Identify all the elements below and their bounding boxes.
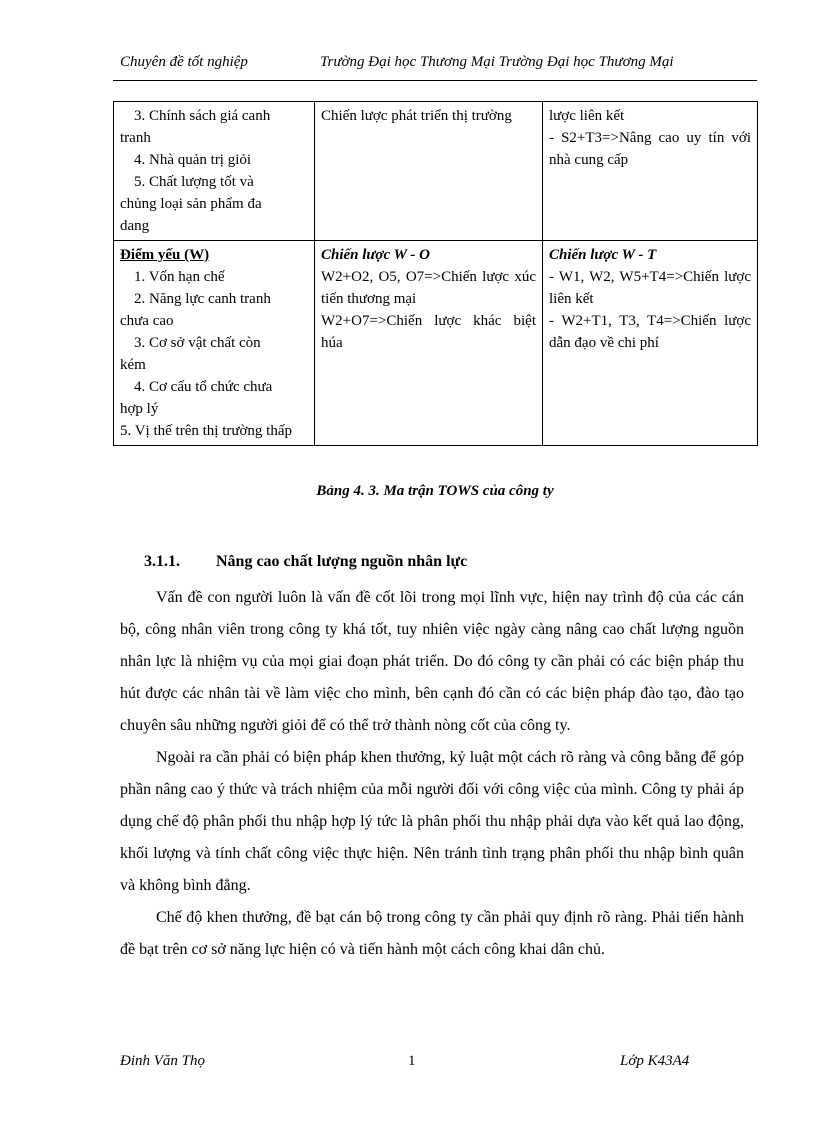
wo-strategy-cell <box>315 241 543 446</box>
weakness-item: 2. Năng lực canh tranh <box>134 291 271 307</box>
weakness-item: 1. Vốn hạn chế <box>134 269 225 285</box>
strength-item: 4. Nhà quản trị giỏi <box>134 152 252 168</box>
strengths-cell <box>114 102 315 241</box>
weakness-item-cont: chưa cao <box>120 313 174 329</box>
table-row <box>114 241 758 446</box>
tows-matrix-table <box>113 101 758 446</box>
header-right: Trường Đại học Thương Mại Trường Đại học Thương Mại <box>320 54 674 70</box>
st-strategy-text: - S2+T3=>Nâng cao uy tín với nhà cung cấp <box>549 130 751 168</box>
strength-item-cont: chủng loại sản phẩm đa <box>120 196 262 212</box>
so-strategy-text: Chiến lược phát triển thị trường <box>321 108 512 124</box>
weakness-item-cont: hợp lý <box>120 401 159 417</box>
wt-strategy-cell <box>543 241 758 446</box>
table-row <box>114 102 758 241</box>
st-strategy-cell <box>543 102 758 241</box>
paragraph: Ngoài ra cần phải có biện pháp khen thưởng, kỷ luật một cách rõ ràng và công bằng để góp phần nâng cao ý thức và trách nhiệm của mỗi người đối với công việc của mình. Công ty phải áp dụng chế độ phân phối thu nhập hợp lý tức là phân phối thu nhập phải dựa vào kết quả lao động, khối lượng và tính chất công việc thực hiện. Nên tránh tình trạng phân phối thu nhập bình quân và không bình đẳng. <box>120 749 744 894</box>
body-text <box>120 582 744 966</box>
weaknesses-heading: Điểm yếu (W) <box>120 247 210 263</box>
weakness-item: 3. Cơ sở vật chất còn <box>134 335 261 351</box>
paragraph: Vấn đề con người luôn là vấn đề cốt lõi trong mọi lĩnh vực, hiện nay trình độ của các cán bộ, công nhân viên trong công ty khá tốt, tuy nhiên việc ngày càng nâng cao chất lượng nguồn nhân lực là nhiệm vụ của mọi giai đoạn phát triển. Do đó công ty cần phải có các biện pháp thu hút được các nhân tài về làm việc cho mình, bên cạnh đó cần có các biện pháp đào tạo, đào tạo chuyên sâu những người giỏi để có thể trở thành nòng cốt của công ty. <box>120 589 744 734</box>
weakness-item: 4. Cơ cấu tổ chức chưa <box>134 379 273 395</box>
wt-strategy-text: - W2+T1, T3, T4=>Chiến lược dẫn đạo về chi phí <box>549 313 751 351</box>
footer-page-number: 1 <box>408 1053 416 1069</box>
strength-item-cont: dang <box>120 218 150 234</box>
strength-item-cont: tranh <box>120 130 151 146</box>
paragraph: Chế độ khen thưởng, đề bạt cán bộ trong công ty cần phải quy định rõ ràng. Phải tiến hành đề bạt trên cơ sở năng lực hiện có và tiến hành một cách công khai dân chủ. <box>120 909 744 958</box>
footer-author: Đinh Văn Thọ <box>120 1053 206 1069</box>
footer-class: Lớp K43A4 <box>620 1053 690 1069</box>
weakness-item: 5. Vị thế trên thị trường thấp <box>120 423 293 439</box>
wt-strategy-text: - W1, W2, W5+T4=>Chiến lược liên kết <box>549 269 751 307</box>
so-strategy-cell <box>315 102 543 241</box>
strength-item: 5. Chất lượng tốt và <box>134 174 254 190</box>
wo-strategy-text: W2+O7=>Chiến lược khác biệt húa <box>321 313 536 351</box>
wo-strategy-text: W2+O2, O5, O7=>Chiến lược xúc tiến thương mại <box>321 269 536 307</box>
table-caption: Bảng 4. 3. Ma trận TOWS của công ty <box>316 483 554 499</box>
section-title: Nâng cao chất lượng nguồn nhân lực <box>216 553 468 570</box>
wo-heading: Chiến lược W - O <box>321 247 430 263</box>
weaknesses-cell <box>114 241 315 446</box>
section-heading <box>144 553 467 571</box>
header-rule <box>113 80 757 81</box>
weakness-item-cont: kém <box>120 357 146 373</box>
wt-heading: Chiến lược W - T <box>549 247 657 263</box>
header-left: Chuyên đề tốt nghiệp <box>120 54 248 70</box>
section-number: 3.1.1. <box>144 553 180 570</box>
st-strategy-text: lược liên kết <box>549 108 625 124</box>
strength-item: 3. Chính sách giá canh <box>134 108 271 124</box>
